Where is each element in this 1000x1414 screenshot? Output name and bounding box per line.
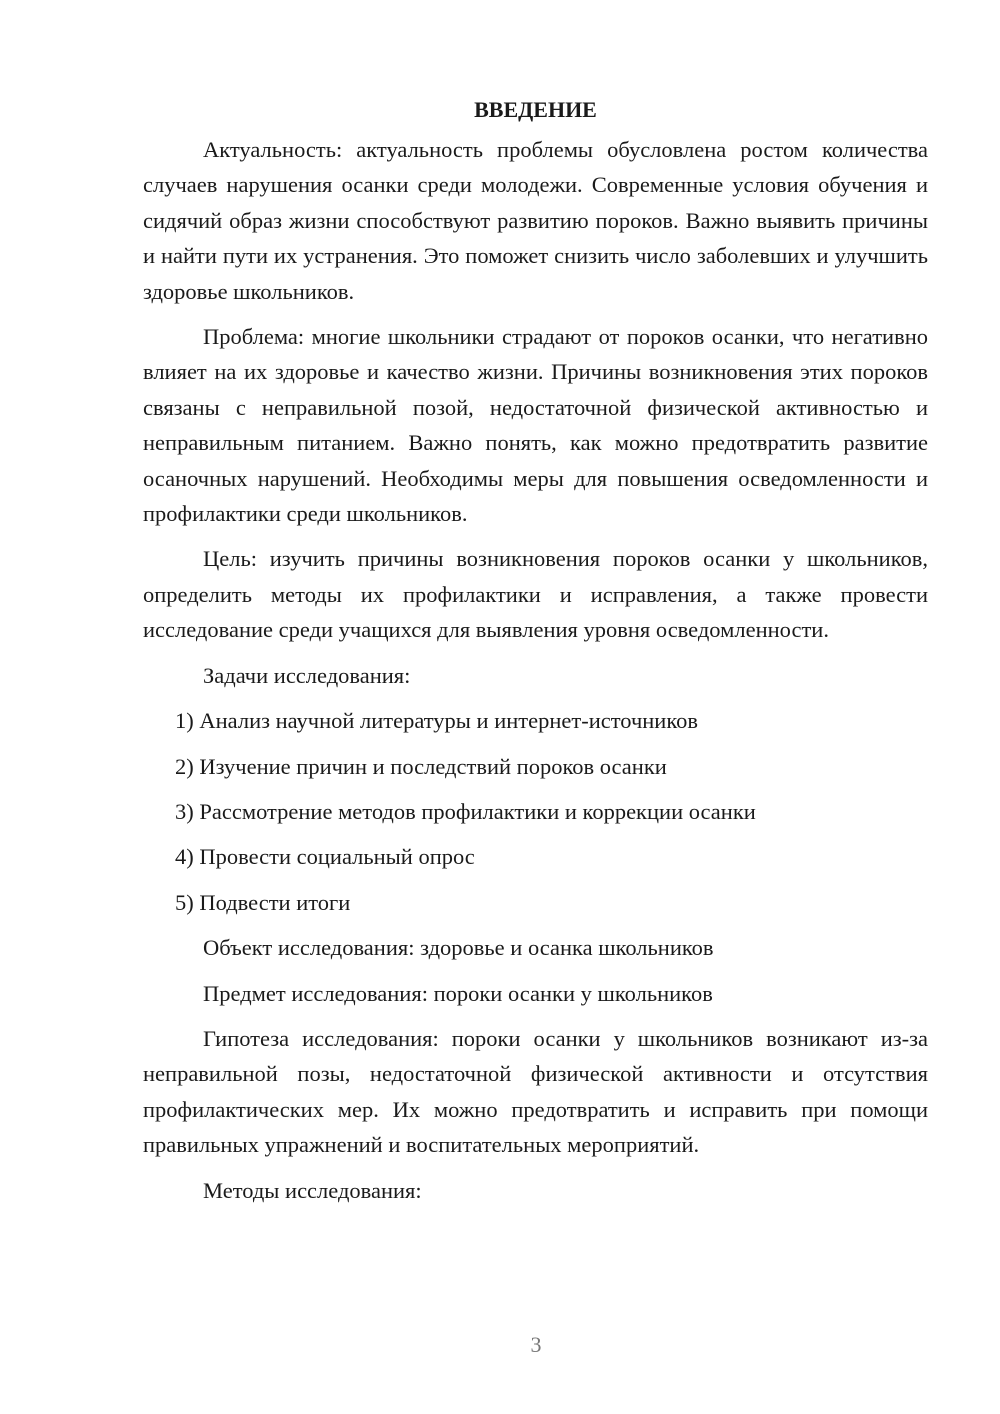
research-subject: Предмет исследования: пороки осанки у школьников (203, 980, 713, 1006)
tasks-list (143, 703, 928, 920)
page-title: ВВЕДЕНИЕ (474, 97, 597, 122)
page-number: 3 (530, 1332, 542, 1357)
document-body (143, 92, 928, 1218)
task-item-2: 2) Изучение причин и последствий пороков осанки (175, 753, 667, 779)
methods-title: Методы исследования: (203, 1177, 422, 1203)
problem-paragraph: Проблема: многие школьники страдают от пороков осанки, что негативно влияет на их здоровье и качество жизни. Причины возникновения этих пороков связаны с неправильной позой, недостаточной физической активностью и неправильным питанием. Важно понять, как можно предотвратить развитие осаночных нарушений. Необходимы меры для повышения осведомленности и профилактики среди школьников. (143, 324, 928, 527)
relevance-paragraph: Актуальность: актуальность проблемы обусловлена ростом количества случаев нарушения осанки среди молодежи. Современные условия обучения и сидячий образ жизни способствуют развитию пороков. Важно выявить причины и найти пути их устранения. Это поможет снизить число заболевших и улучшить здоровье школьников. (143, 137, 928, 304)
task-item-1: 1) Анализ научной литературы и интернет-источников (175, 708, 699, 734)
task-item-3: 3) Рассмотрение методов профилактики и коррекции осанки (175, 798, 756, 824)
hypothesis-paragraph: Гипотеза исследования: пороки осанки у школьников возникают из-за неправильной позы, недостаточной физической активности и отсутствия профилактических мер. Их можно предотвратить и исправить при помощи правильных упражнений и воспитательных мероприятий. (143, 1025, 928, 1158)
task-item-5: 5) Подвести итоги (175, 889, 351, 915)
tasks-title: Задачи исследования: (203, 662, 411, 688)
research-object: Объект исследования: здоровье и осанка школьников (203, 935, 714, 961)
goal-paragraph: Цель: изучить причины возникновения пороков осанки у школьников, определить методы их профилактики и исправления, а также провести исследование среди учащихся для выявления уровня осведомленности. (143, 546, 928, 643)
task-item-4: 4) Провести социальный опрос (175, 844, 475, 870)
